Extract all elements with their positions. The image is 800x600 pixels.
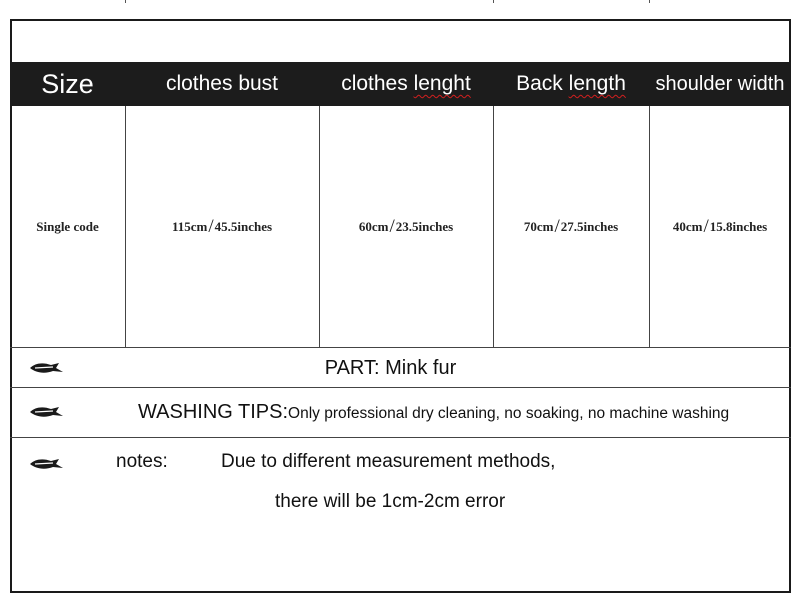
header-back-length (493, 62, 649, 106)
notes-line-2: there will be 1cm-2cm error (275, 491, 506, 512)
row-divider (10, 387, 791, 388)
row-divider (10, 437, 791, 438)
notes-label: notes: (116, 451, 168, 472)
row-divider (10, 347, 791, 348)
cell-length (319, 106, 493, 348)
slash: / (703, 216, 709, 237)
top-tick (649, 0, 650, 3)
header-clothes-length-word: lenght (413, 72, 471, 95)
shoulder-cm: 40cm (672, 219, 703, 234)
slash: / (389, 216, 395, 237)
cell-bust (125, 106, 319, 348)
bust-cm: 115cm (171, 219, 208, 234)
header-back-length-word: length (568, 72, 626, 95)
header-back-length-prefix: Back (516, 72, 569, 95)
bust-inches: 45.5inches (214, 219, 273, 234)
header-clothes-length-label (341, 72, 471, 96)
notes-line-1: Due to different measurement methods, (221, 451, 556, 472)
cell-shoulder (649, 106, 791, 348)
header-clothes-bust: clothes bust (165, 72, 279, 95)
washing-tips-label: WASHING TIPS: (138, 401, 289, 423)
length-inches: 23.5inches (395, 219, 454, 234)
cell-size: Single code (36, 219, 99, 234)
table-header (10, 62, 791, 106)
header-clothes-length-prefix: clothes (341, 72, 414, 95)
header-size: Size (41, 68, 94, 99)
cell-back-length (493, 106, 649, 348)
washing-tips (138, 401, 729, 424)
top-tick (125, 0, 126, 3)
table-row (10, 106, 791, 348)
length-cm: 60cm (358, 219, 389, 234)
fish-bullet-icon (29, 457, 67, 471)
header-shoulder-width: shoulder width (655, 72, 785, 95)
slash: / (208, 216, 214, 237)
top-tick (493, 0, 494, 3)
shoulder-inches: 15.8inches (709, 219, 768, 234)
back-cm: 70cm (523, 219, 554, 234)
header-clothes-length (319, 62, 493, 106)
part-material: PART: Mink fur (324, 357, 457, 379)
back-inches: 27.5inches (560, 219, 619, 234)
washing-tips-text: Only professional dry cleaning, no soaking, no machine washing (288, 405, 730, 422)
slash: / (554, 216, 560, 237)
fish-bullet-icon (29, 405, 67, 419)
